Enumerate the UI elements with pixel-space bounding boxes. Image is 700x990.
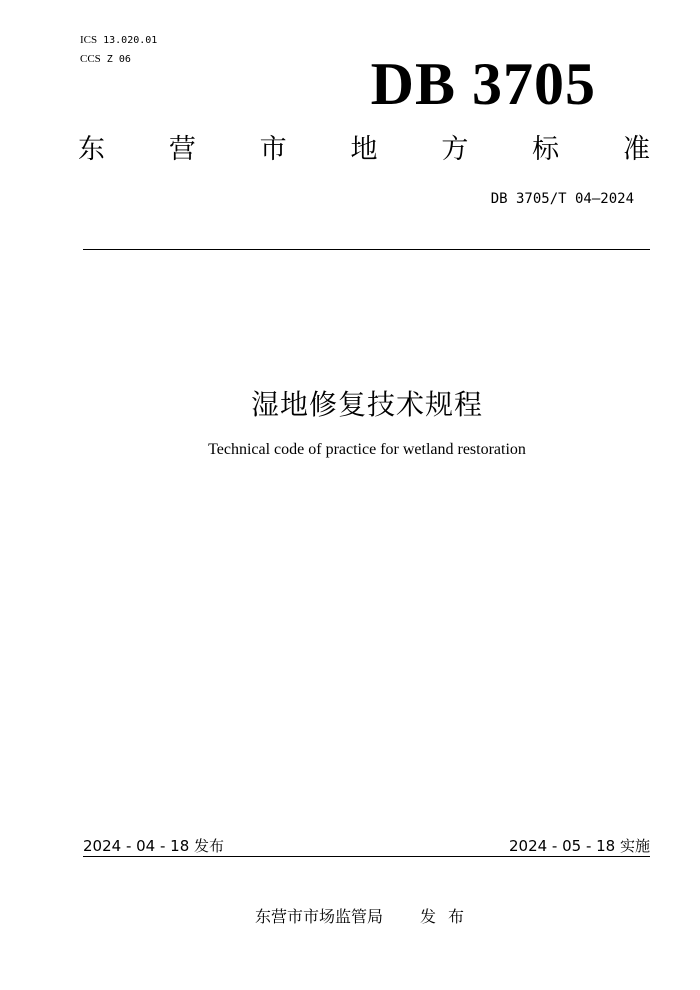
standard-type-char: 准: [622, 134, 650, 165]
standard-type-char: 地: [350, 134, 378, 165]
standard-type-char: 方: [441, 134, 469, 165]
document-title-english: Technical code of practice for wetland restoration: [208, 441, 526, 458]
standard-type-char: 东: [78, 134, 105, 165]
standard-number: DB 3705/T 04—2024: [490, 191, 634, 207]
issuing-authority: 东营市市场监管局: [255, 907, 384, 926]
standard-type-char: 标: [532, 134, 560, 165]
standard-type-heading: [78, 136, 650, 163]
ics-value: 13.020.01: [103, 35, 158, 46]
ics-code-line: [80, 34, 157, 46]
ics-label: ICS: [80, 34, 98, 46]
ccs-value: Z 06: [106, 54, 131, 65]
standard-code-heading: DB 3705: [370, 51, 596, 117]
header-divider: [83, 249, 650, 250]
ccs-label: CCS: [80, 53, 101, 65]
ccs-code-line: [80, 53, 131, 65]
standard-type-char: 市: [259, 134, 287, 165]
footer-divider: [83, 856, 650, 857]
implementation-date: 2024 - 05 - 18 实施: [508, 837, 650, 855]
issue-date: 2024 - 04 - 18 发布: [83, 837, 225, 855]
document-title-chinese: 湿地修复技术规程: [250, 388, 483, 421]
publish-label: 发布: [420, 907, 477, 926]
standard-type-char: 营: [168, 134, 196, 165]
